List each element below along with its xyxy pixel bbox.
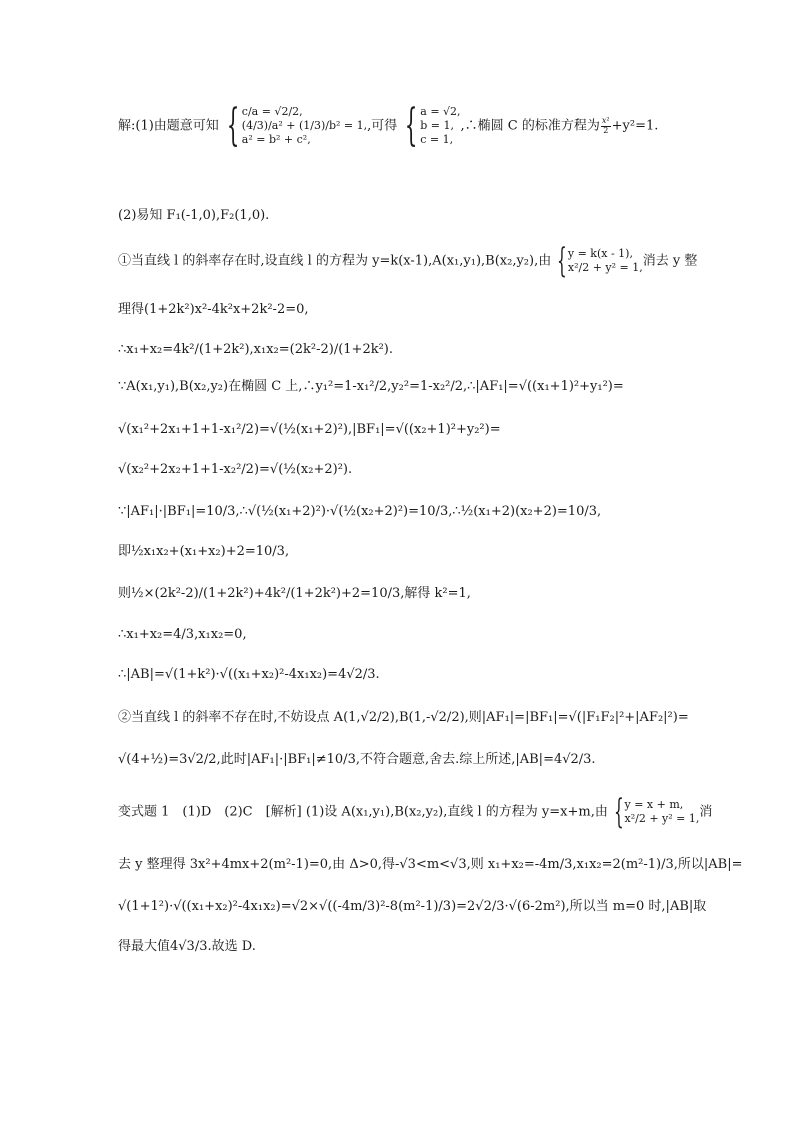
part1-suffix: ,∴椭圆 C 的标准方程为 [460, 118, 600, 134]
x2-over-2: $\frac{\text{x²}}{2}$ [601, 116, 610, 135]
variant-line2: 去 y 整理得 3x²+4mx+2(m²-1)=0,由 Δ>0,得-√3<m<√3,则 x₁+x₂=-4m/3,x₁x₂=2(m²-1)/3,所以|AB|= [118, 857, 743, 872]
solution-part1 [118, 100, 678, 151]
variant-system: { y = x + m, x²/2 + y² = 1, [613, 792, 700, 832]
system-1: { c/a = √2/2, (4/3)/a² + (1/3)/b² = 1, a² = b² + c², [226, 100, 368, 151]
case2-cont-line: √(4+½)=3√2/2,此时|AF₁|·|BF₁|≠10/3,不符合题意,舍去.综上所述,|AB|=4√2/3. [118, 752, 596, 767]
case1-line [118, 241, 698, 281]
ab-line: ∴|AB|=√(1+k²)·√((x₁+x₂)²-4x₁x₂)=4√2/3. [118, 667, 380, 682]
on-ellipse-line: ∵A(x₁,y₁),B(x₂,y₂)在椭圆 C 上,∴y₁²=1-x₁²/2,y₂²=1-x₂²/2,∴|AF₁|=√((x₁+1)²+y₁²)= [118, 379, 624, 394]
variant-sys-row: x²/2 + y² = 1, [624, 812, 700, 825]
part2-line: (2)易知 F₁(-1,0),F₂(1,0). [118, 208, 270, 223]
sys1-row: a² = b² + c², [241, 132, 311, 146]
part1-mid: ,可得 [367, 118, 398, 134]
reduce-line: 理得(1+2k²)x²-4k²x+2k²-2=0, [118, 302, 309, 317]
sys1-row: (4/3)/a² + (1/3)/b² = 1, [241, 119, 368, 133]
variant-prefix: 变式题 1 (1)D (2)C [解析] (1)设 A(x₁,y₁),B(x₂,y₂),直线 l 的方程为 y=x+m,由 [118, 804, 608, 820]
variant-end: 消 [699, 804, 713, 820]
vieta-line: ∴x₁+x₂=4k²/(1+2k²),x₁x₂=(2k²-2)/(1+2k²). [118, 342, 394, 357]
sum-line: ∴x₁+x₂=4/3,x₁x₂=0, [118, 627, 247, 642]
sys2-row: a = √2, [420, 105, 461, 119]
bf1-line: √(x₂²+2x₂+1+1-x₂²/2)=√(½(x₂+2)²). [118, 462, 353, 477]
variant-line4: 得最大值4√3/3.故选 D. [118, 939, 256, 954]
then-line: 则½×(2k²-2)/(1+2k²)+4k²/(1+2k²)+2=10/3,解得 k²=1, [118, 586, 471, 601]
sys1-row: c/a = √2/2, [241, 105, 303, 119]
case1-sys-row: x²/2 + y² = 1, [567, 261, 643, 274]
part1-prefix: 解:(1)由题意可知 [118, 118, 219, 134]
sys2-row: c = 1, [420, 132, 454, 146]
case1-end: 消去 y 整 [642, 253, 698, 269]
case1-text: ①当直线 l 的斜率存在时,设直线 l 的方程为 y=k(x-1),A(x₁,y₁),B(x₂,y₂),由 [118, 253, 552, 269]
case1-sys-row: y = k(x - 1), [567, 247, 633, 261]
case1-system: { y = k(x - 1), x²/2 + y² = 1, [557, 241, 643, 281]
product-line: ∵|AF₁|·|BF₁|=10/3,∴√(½(x₁+2)²)·√(½(x₂+2)²)=10/3,∴½(x₁+2)(x₂+2)=10/3, [118, 504, 602, 519]
sys2-row: b = 1, [420, 119, 455, 133]
variant-line3: √(1+1²)·√((x₁+x₂)²-4x₁x₂)=√2×√((-4m/3)²-8(m²-1)/3)=2√2/3·√(6-2m²),所以当 m=0 时,|AB|取 [118, 899, 707, 914]
system-2: { a = √2, b = 1, c = 1, [404, 100, 461, 151]
case2-line: ②当直线 l 的斜率不存在时,不妨设点 A(1,√2/2),B(1,-√2/2),则|AF₁|=|BF₁|=√(|F₁F₂|²+|AF₂|²)= [118, 710, 689, 725]
part1-end: +y²=1. [611, 118, 659, 134]
variant-sys-row: y = x + m, [624, 798, 684, 812]
variant-line [118, 792, 713, 832]
af1-line: √(x₁²+2x₁+1+1-x₁²/2)=√(½(x₁+2)²),|BF₁|=√((x₂+1)²+y₂²)= [118, 422, 501, 437]
ie-line: 即½x₁x₂+(x₁+x₂)+2=10/3, [118, 544, 290, 559]
